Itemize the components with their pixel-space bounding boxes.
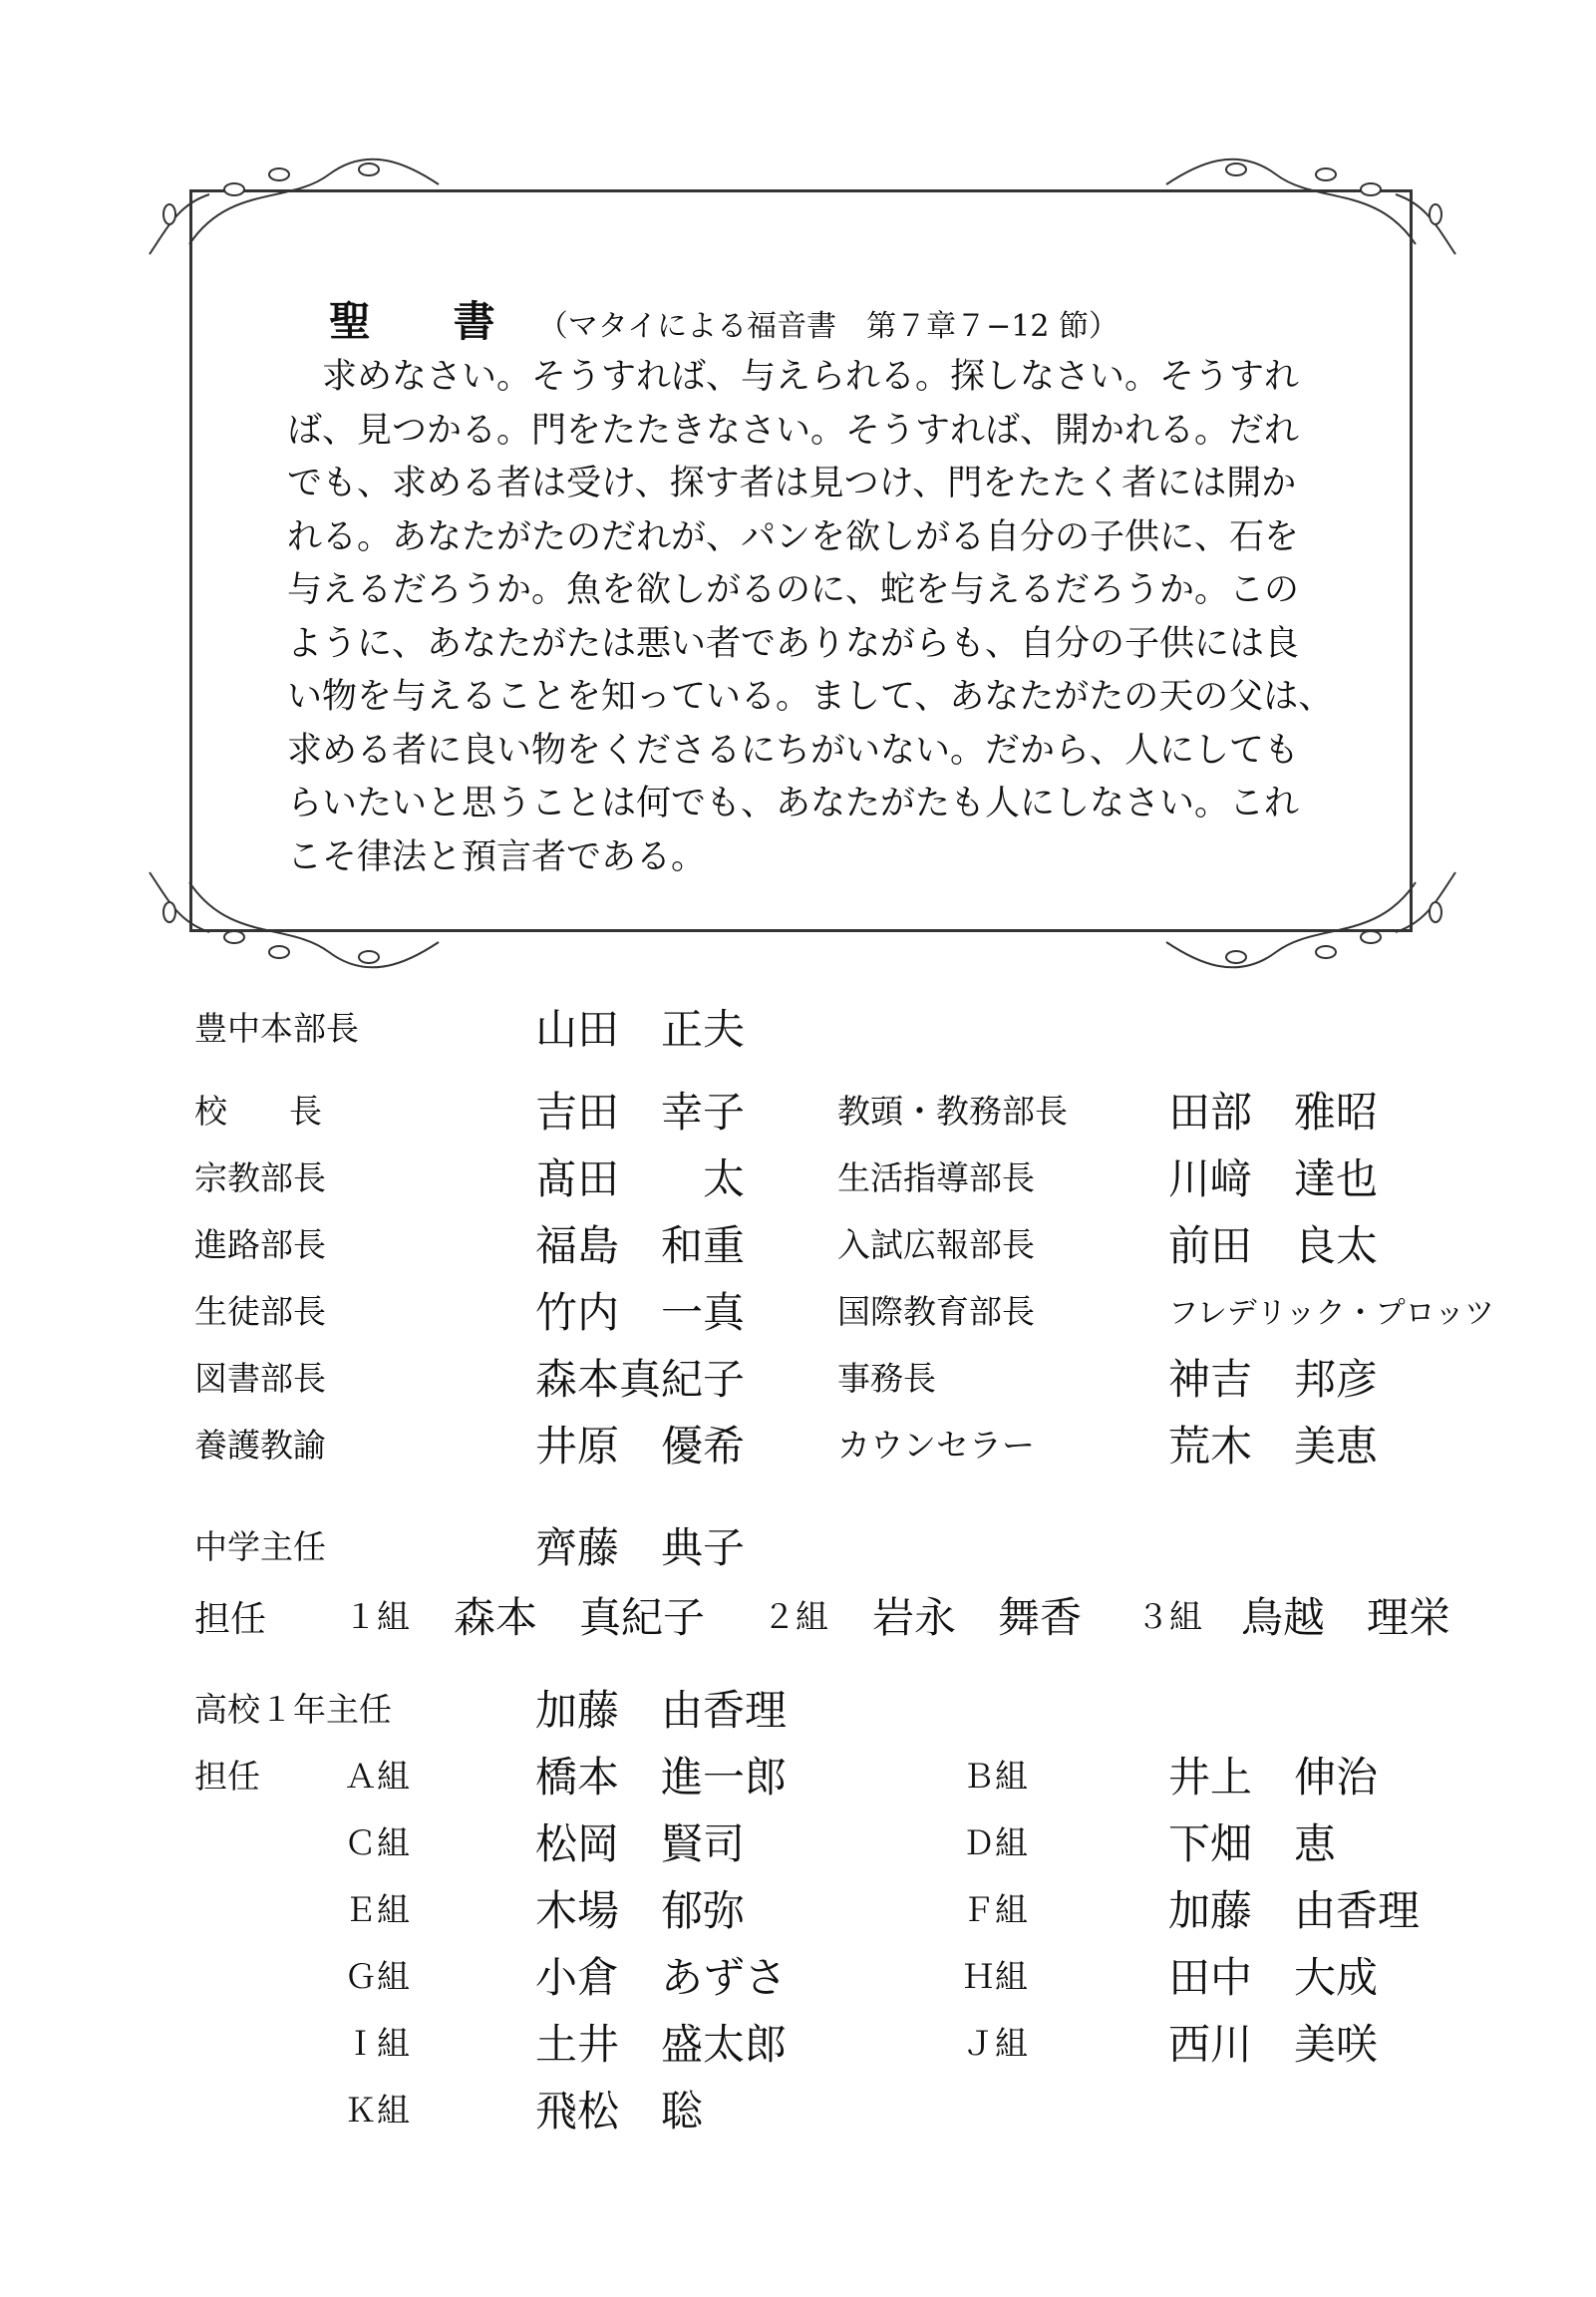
homeroom-teacher: 岩永 舞香 (872, 1593, 1083, 1642)
staff-row (0, 1080, 1596, 1140)
class-label: １組 (344, 1597, 410, 1636)
staff-name: 髙田 太 (535, 1154, 746, 1203)
homeroom-teacher: 飛松 聡 (535, 2087, 704, 2135)
junior-name: 齊藤 典子 (535, 1523, 746, 1572)
staff-role: 養護教諭 (194, 1426, 326, 1465)
homeroom-teacher: 木場 郁弥 (535, 1886, 746, 1935)
homeroom-teacher: 下畑 恵 (1168, 1819, 1337, 1868)
staff-role: 校長 (194, 1092, 384, 1131)
scripture-line: ば、見つかる。門をたたきなさい。そうすれば、開かれる。だれ (287, 410, 1300, 451)
homeroom-label: 担任 (194, 1757, 260, 1796)
staff-row (0, 1147, 1596, 1206)
homeroom-teacher: 井上 伸治 (1168, 1753, 1379, 1802)
homeroom-teacher: 橋本 進一郎 (535, 1753, 788, 1802)
junior-role: 中学主任 (194, 1527, 326, 1566)
class-label: Ｊ組 (962, 2024, 1028, 2063)
scripture-line: 求めなさい。そうすれば、与えられる。探しなさい。そうすれ (287, 357, 1300, 397)
staff-role: 教頭・教務部長 (837, 1092, 1068, 1131)
high1-role: 高校１年主任 (194, 1690, 392, 1729)
scripture-reference: （マタイによる福音書 第７章７−12 節） (537, 309, 1118, 344)
high1-homeroom-row (0, 1745, 1596, 1805)
staff-row (0, 1213, 1596, 1273)
staff-name: 吉田 幸子 (535, 1088, 746, 1137)
high1-homeroom-row (0, 1945, 1596, 2005)
class-label: Ｅ組 (344, 1890, 410, 1929)
head-name: 山田 正夫 (535, 1005, 746, 1054)
head-role: 豊中本部長 (194, 1009, 359, 1048)
class-label: Ｂ組 (962, 1757, 1028, 1796)
high1-homeroom-row (0, 1811, 1596, 1871)
staff-role: 生活指導部長 (837, 1158, 1035, 1197)
high1-name: 加藤 由香理 (535, 1686, 788, 1735)
staff-role: 入試広報部長 (837, 1225, 1035, 1264)
homeroom-teacher: 鳥越 理栄 (1241, 1593, 1451, 1642)
staff-role: 宗教部長 (194, 1158, 326, 1197)
class-label: ２組 (763, 1597, 828, 1636)
homeroom-teacher: 西川 美咲 (1168, 2020, 1379, 2069)
homeroom-teacher: 加藤 由香理 (1168, 1886, 1421, 1935)
staff-role: 進路部長 (194, 1225, 326, 1264)
staff-name: フレデリック・プロッツ (1168, 1296, 1494, 1331)
scripture-title: 聖 書 (329, 297, 529, 346)
class-label: Ｃ組 (344, 1823, 410, 1862)
staff-name: 井原 優希 (535, 1422, 746, 1471)
homeroom-teacher: 森本 真紀子 (454, 1593, 706, 1642)
scripture-heading (329, 289, 1118, 349)
scripture-line: こそ律法と預言者である。 (287, 836, 707, 877)
staff-name: 荒木 美恵 (1168, 1422, 1379, 1471)
scripture-line: れる。あなたがたのだれが、パンを欲しがる自分の子供に、石を (287, 516, 1300, 557)
high1-homeroom-row (0, 2012, 1596, 2072)
staff-row (0, 1347, 1596, 1407)
staff-role: カウンセラー (837, 1426, 1035, 1465)
staff-role: 事務長 (837, 1359, 936, 1398)
staff-role: 図書部長 (194, 1359, 326, 1398)
class-label: Ａ組 (344, 1757, 410, 1796)
staff-name: 森本真紀子 (535, 1355, 746, 1404)
class-label: Ｄ組 (962, 1823, 1028, 1862)
high1-head-row (0, 1678, 1596, 1738)
staff-role: 国際教育部長 (837, 1292, 1035, 1331)
staff-row (0, 1414, 1596, 1474)
junior-head-row (0, 1515, 1596, 1575)
class-label: Ｈ組 (962, 1957, 1028, 1996)
staff-name: 竹内 一真 (535, 1288, 746, 1337)
high1-homeroom-row (0, 1878, 1596, 1938)
scripture-line: らいたいと思うことは何でも、あなたがたも人にしなさい。これ (287, 784, 1300, 823)
scripture-line: い物を与えることを知っている。まして、あなたがたの天の父は、 (287, 677, 1334, 717)
scripture-line: ように、あなたがたは悪い者でありながらも、自分の子供には良 (287, 623, 1300, 664)
homeroom-teacher: 田中 大成 (1168, 1953, 1379, 2002)
staff-role: 生徒部長 (194, 1292, 326, 1331)
junior-homeroom-row (0, 1585, 1596, 1645)
class-label: Ｉ組 (344, 2024, 410, 2063)
class-label: Ｆ組 (962, 1890, 1028, 1929)
staff-row (0, 1280, 1596, 1340)
class-label: Ｇ組 (344, 1957, 410, 1996)
staff-name: 前田 良太 (1168, 1221, 1379, 1270)
staff-name: 福島 和重 (535, 1221, 746, 1270)
class-label: ３組 (1136, 1597, 1202, 1636)
scripture-line: でも、求める者は受け、探す者は見つけ、門をたたく者には開か (287, 464, 1297, 503)
homeroom-teacher: 土井 盛太郎 (535, 2020, 788, 2069)
high1-homeroom-row (0, 2079, 1596, 2138)
homeroom-teacher: 松岡 賢司 (535, 1819, 746, 1868)
homeroom-teacher: 小倉 あずさ (535, 1953, 788, 2002)
class-label: Ｋ組 (344, 2091, 410, 2130)
staff-name: 神吉 邦彦 (1168, 1355, 1379, 1404)
staff-name: 田部 雅昭 (1168, 1088, 1379, 1137)
head-row (0, 997, 1596, 1057)
scripture-line: 与えるだろうか。魚を欲しがるのに、蛇を与えるだろうか。この (287, 570, 1300, 610)
scripture-text (287, 351, 1334, 884)
scripture-line: 求める者に良い物をくださるにちがいない。だから、人にしても (287, 730, 1300, 771)
staff-name: 川﨑 達也 (1168, 1154, 1379, 1203)
homeroom-label: 担任 (194, 1599, 267, 1640)
